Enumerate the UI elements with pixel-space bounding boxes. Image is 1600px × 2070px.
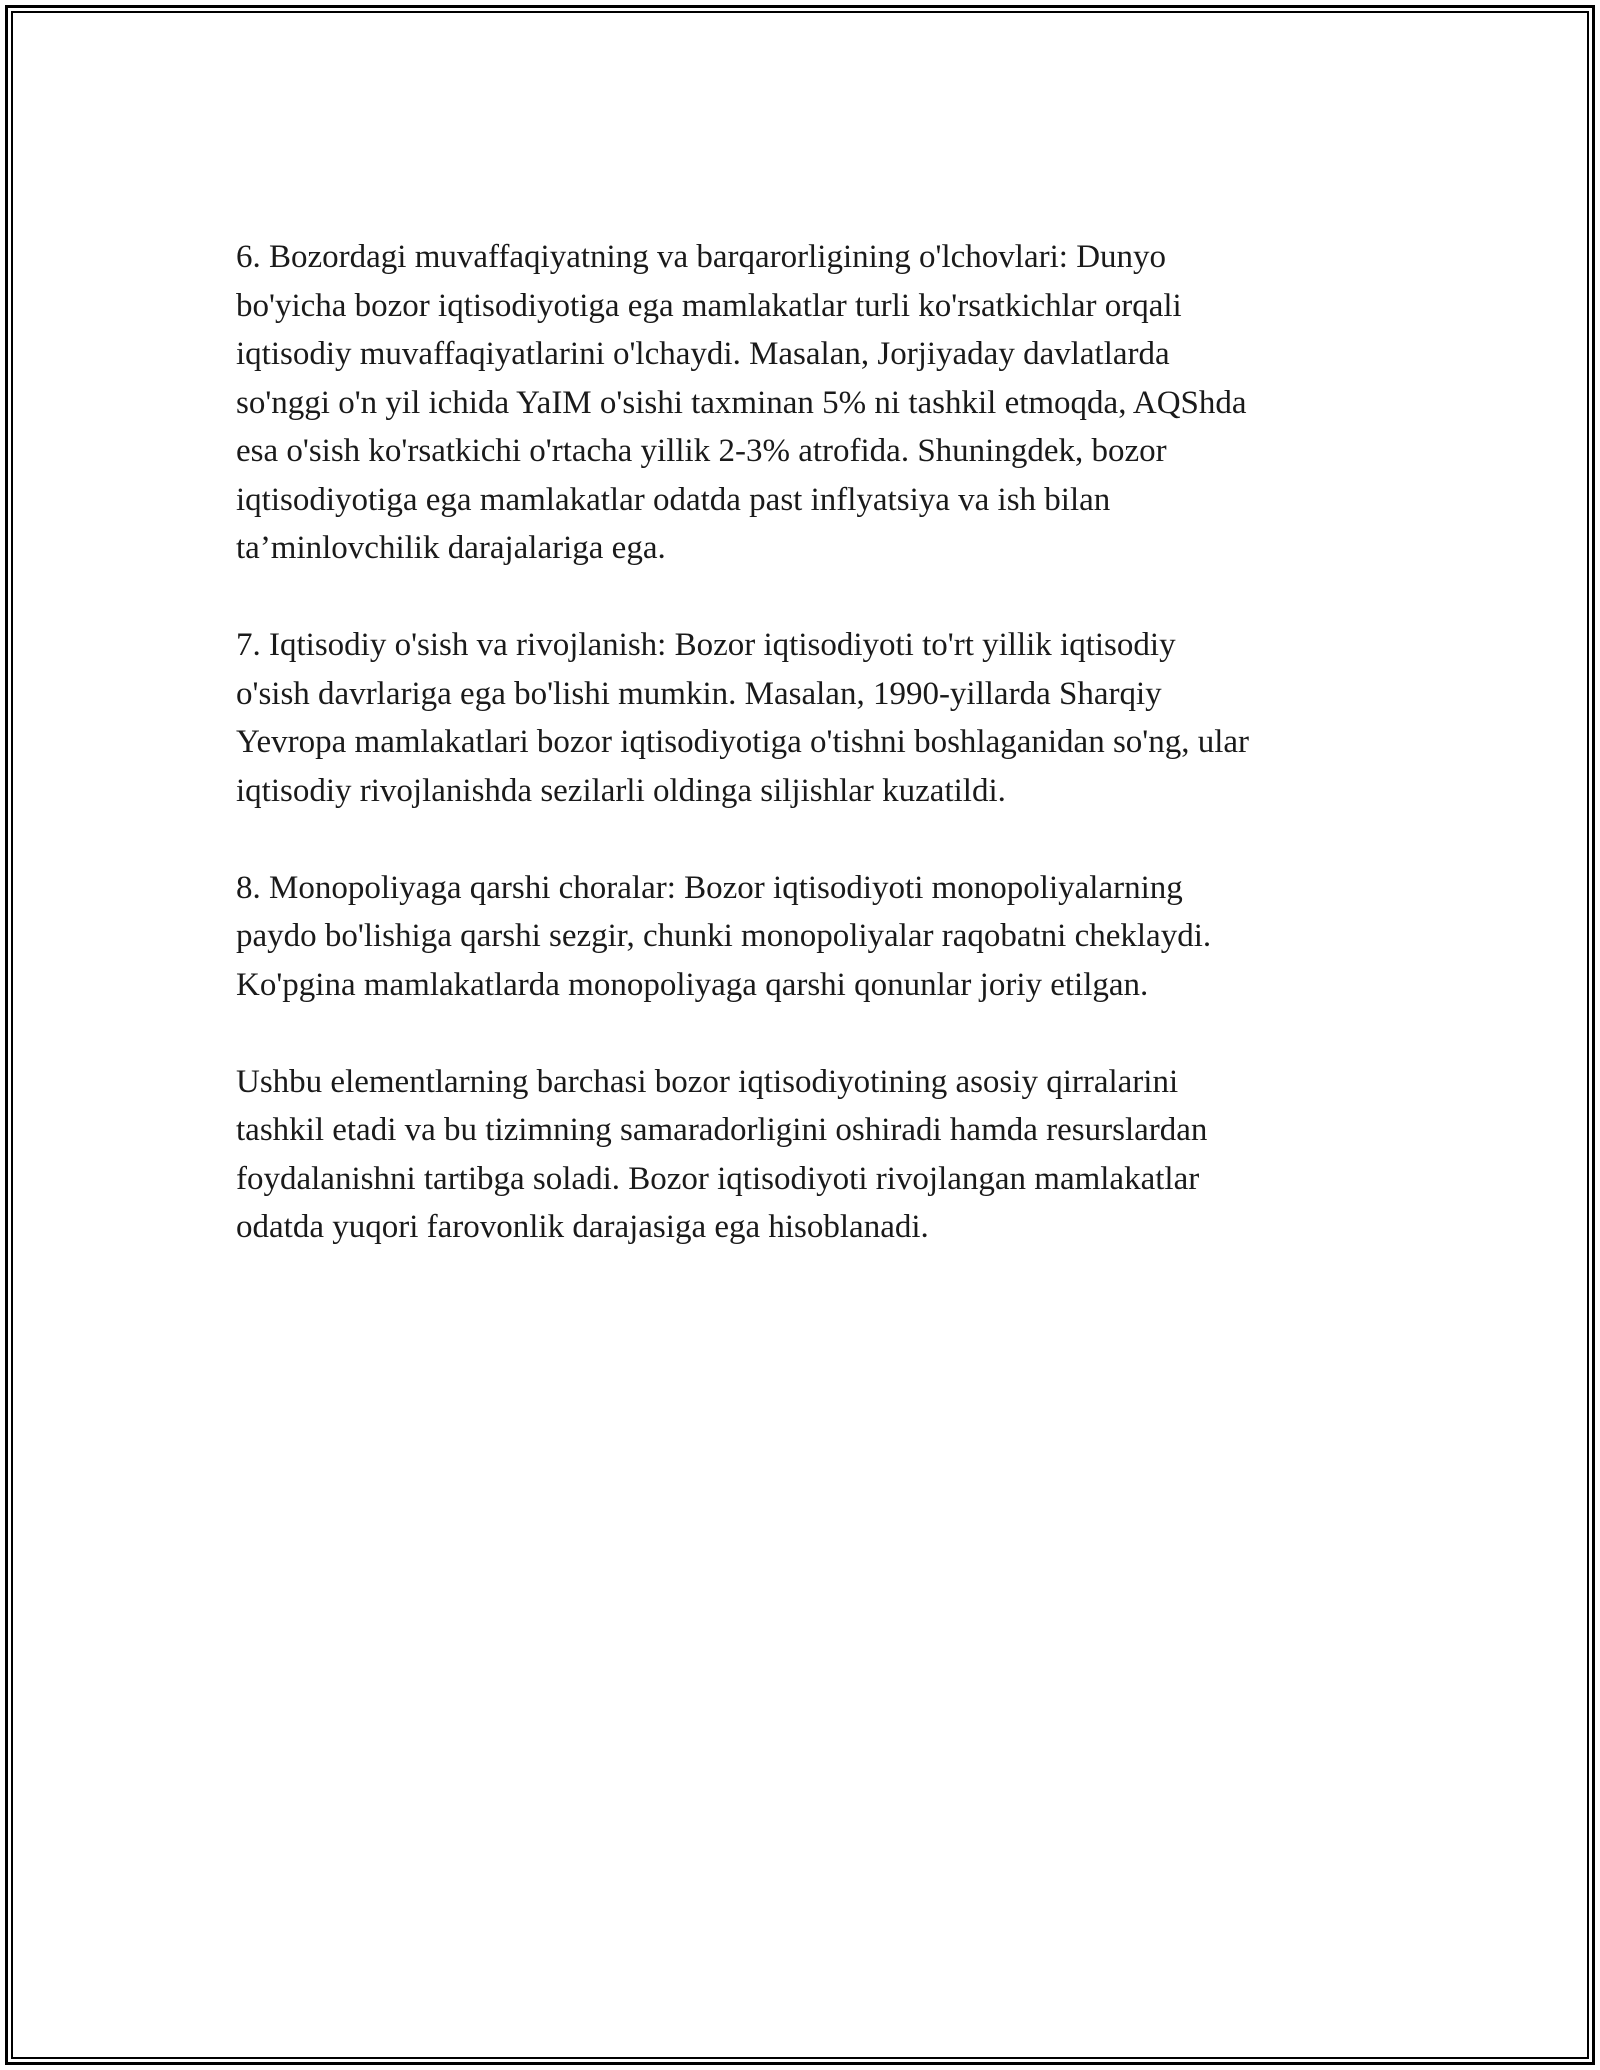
text-line: so'nggi o'n yil ichida YaIM o'sishi taxminan 5% ni tashkil etmoqda, AQShda — [236, 384, 1247, 421]
text-line: tashkil etadi va bu tizimning samaradorligini oshiradi hamda resurslardan — [236, 1112, 1208, 1148]
paragraph-6-market-success-measures — [236, 233, 1376, 573]
text-line: Ko'pgina mamlakatlarda monopoliyaga qarshi qonunlar joriy etilgan. — [236, 966, 1149, 1003]
text-line: 6. Bozordagi muvaffaqiyatning va barqarorligining o'lchovlari: Dunyo — [236, 239, 1167, 275]
text-line: 7. Iqtisodiy o'sish va rivojlanish: Bozor iqtisodiyoti to'rt yillik iqtisodiy — [236, 627, 1176, 663]
document-body — [236, 233, 1376, 1300]
text-line: paydo bo'lishiga qarshi sezgir, chunki monopoliyalar raqobatni cheklaydi. — [236, 918, 1212, 954]
text-line: ta’minlovchilik darajalariga ega. — [236, 530, 666, 566]
paragraph-7-economic-growth — [236, 621, 1376, 815]
text-line: esa o'sish ko'rsatkichi o'rtacha yillik 2-3% atrofida. Shuningdek, bozor — [236, 433, 1167, 469]
text-line: iqtisodiy muvaffaqiyatlarini o'lchaydi. Masalan, Jorjiyaday davlatlarda — [236, 336, 1170, 372]
text-line: iqtisodiyotiga ega mamlakatlar odatda past inflyatsiya va ish bilan — [236, 481, 1111, 518]
text-line: Ushbu elementlarning barchasi bozor iqtisodiyotining asosiy qirralarini — [236, 1063, 1179, 1100]
paragraph-conclusion — [236, 1058, 1376, 1252]
text-line: odatda yuqori farovonlik darajasiga ega hisoblanadi. — [236, 1209, 929, 1245]
text-line: iqtisodiy rivojlanishda sezilarli oldinga siljishlar kuzatildi. — [236, 772, 1006, 809]
paragraph-8-antimonopoly-measures — [236, 864, 1376, 1010]
text-line: bo'yicha bozor iqtisodiyotiga ega mamlakatlar turli ko'rsatkichlar orqali — [236, 287, 1182, 324]
text-line: foydalanishni tartibga soladi. Bozor iqtisodiyoti rivojlangan mamlakatlar — [236, 1160, 1200, 1197]
text-line: o'sish davrlariga ega bo'lishi mumkin. Masalan, 1990-yillarda Sharqiy — [236, 675, 1162, 712]
text-line: Yevropa mamlakatlari bozor iqtisodiyotiga o'tishni boshlaganidan so'ng, ular — [236, 724, 1250, 760]
text-line: 8. Monopoliyaga qarshi choralar: Bozor iqtisodiyoti monopoliyalarning — [236, 869, 1183, 906]
